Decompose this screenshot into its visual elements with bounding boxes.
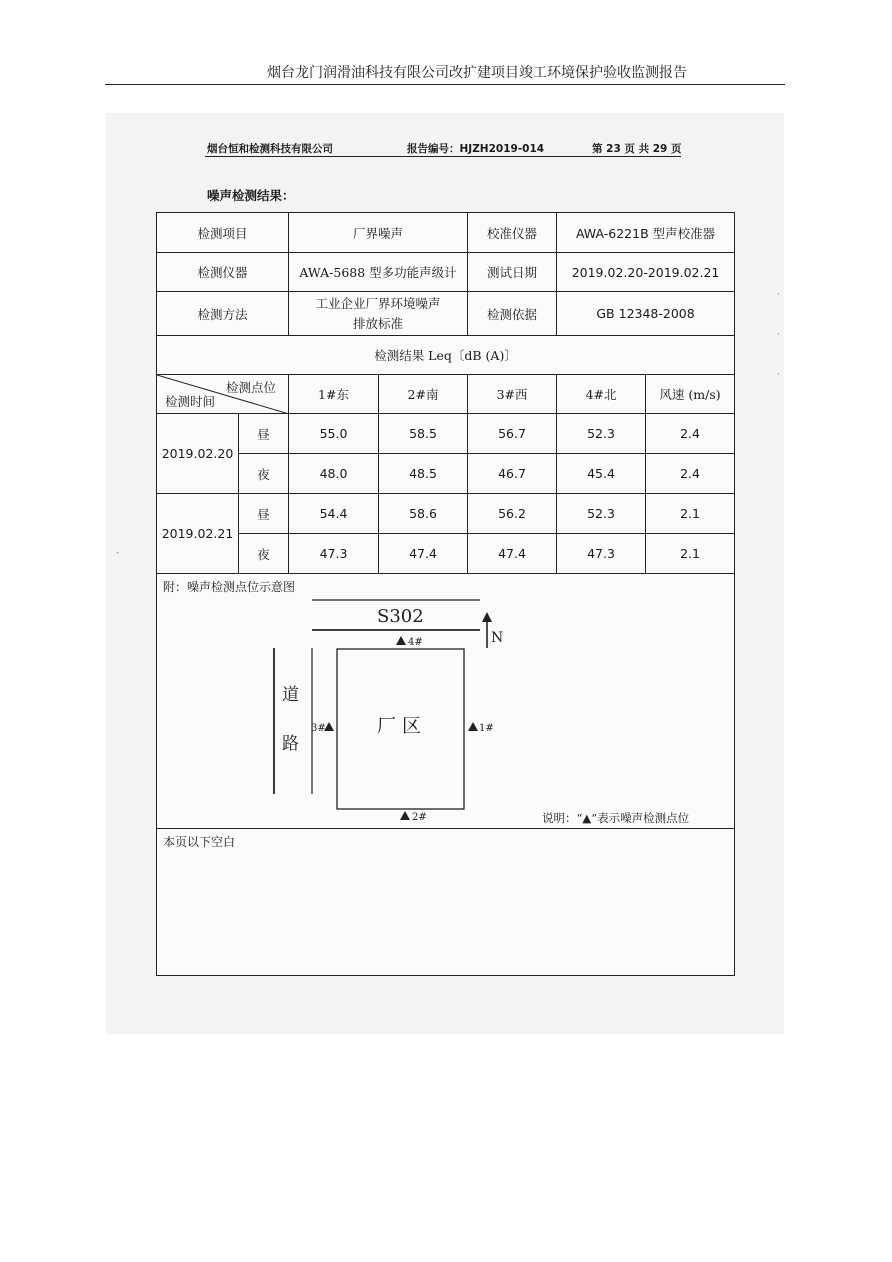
attachment-row [157, 574, 735, 829]
factory-label: 厂 区 [377, 715, 422, 737]
value-cell: 58.6 [379, 494, 468, 534]
testing-company: 烟台恒和检测科技有限公司 [207, 143, 333, 155]
value-cell: 47.3 [557, 534, 646, 574]
point-4-triangle-icon [396, 636, 406, 645]
table-row [157, 494, 735, 534]
point-3-label: 3# [311, 723, 326, 734]
info-value: AWA-6221B 型声校准器 [557, 213, 735, 253]
value-cell: 48.5 [379, 454, 468, 494]
value-cell: 2.1 [646, 494, 735, 534]
date-cell: 2019.02.21 [157, 494, 239, 574]
point-4-label: 4# [408, 637, 423, 648]
info-label: 测试日期 [468, 253, 557, 292]
value-cell: 46.7 [468, 454, 557, 494]
section-title: 噪声检测结果： [207, 188, 295, 203]
table-row [157, 454, 735, 494]
info-label: 检测方法 [157, 292, 289, 336]
info-label: 检测项目 [157, 213, 289, 253]
info-value: AWA-5688 型多功能声级计 [289, 253, 468, 292]
scan-artifact: · [777, 370, 780, 380]
value-cell: 54.4 [289, 494, 379, 534]
info-value: 2019.02.20-2019.02.21 [557, 253, 735, 292]
diagonal-header [157, 375, 289, 414]
value-cell: 47.4 [379, 534, 468, 574]
value-cell: 56.7 [468, 414, 557, 454]
blank-row [157, 829, 735, 976]
info-value: 工业企业厂界环境噪声排放标准 [289, 292, 468, 336]
info-row [157, 213, 735, 253]
period-cell: 昼 [239, 414, 289, 454]
value-cell: 52.3 [557, 414, 646, 454]
value-cell: 52.3 [557, 494, 646, 534]
table-row [157, 534, 735, 574]
scan-artifact: · [777, 290, 780, 300]
info-row [157, 292, 735, 336]
result-title-row [157, 336, 735, 375]
north-label: N [491, 630, 504, 646]
road-side-char-2: 路 [282, 734, 299, 754]
point-1-triangle-icon [468, 722, 478, 731]
scan-artifact: - [116, 548, 120, 558]
info-row [157, 253, 735, 292]
subheader-divider [205, 156, 681, 157]
attachment-cell [157, 574, 735, 829]
report-number: 报告编号：HJZH2019-014 [407, 143, 545, 155]
point-header: 3#西 [468, 375, 557, 414]
info-value: 厂界噪声 [289, 213, 468, 253]
noise-point-map [157, 574, 735, 829]
point-header: 2#南 [379, 375, 468, 414]
point-header: 1#东 [289, 375, 379, 414]
point-2-triangle-icon [400, 811, 410, 820]
value-cell: 45.4 [557, 454, 646, 494]
value-cell: 2.1 [646, 534, 735, 574]
diag-bottom-label: 检测时间 [165, 394, 216, 409]
period-cell: 昼 [239, 494, 289, 534]
value-cell: 47.4 [468, 534, 557, 574]
page-header-title: 烟台龙门润滑油科技有限公司改扩建项目竣工环境保护验收监测报告 [267, 65, 687, 81]
diag-top-label: 检测点位 [226, 380, 277, 395]
info-label: 检测依据 [468, 292, 557, 336]
point-1-label: 1# [479, 723, 494, 734]
value-cell: 48.0 [289, 454, 379, 494]
blank-note: 本页以下空白 [163, 835, 236, 849]
road-side-char-1: 道 [282, 685, 299, 705]
result-title: 检测结果 Leq〔dB (A)〕 [157, 336, 735, 375]
period-cell: 夜 [239, 454, 289, 494]
info-value: GB 12348-2008 [557, 292, 735, 336]
value-cell: 47.3 [289, 534, 379, 574]
scan-artifact: · [777, 330, 780, 340]
north-arrowhead-icon [482, 612, 492, 622]
noise-results-table [156, 212, 735, 976]
point-header: 4#北 [557, 375, 646, 414]
value-cell: 56.2 [468, 494, 557, 534]
table-row [157, 414, 735, 454]
attachment-title: 附：噪声检测点位示意图 [163, 580, 296, 594]
point-2-label: 2# [412, 812, 427, 823]
points-header-row [157, 375, 735, 414]
info-label: 检测仪器 [157, 253, 289, 292]
info-label: 校准仪器 [468, 213, 557, 253]
point-header: 风速 (m/s) [646, 375, 735, 414]
value-cell: 55.0 [289, 414, 379, 454]
map-legend: 说明：“▲”表示噪声检测点位 [542, 811, 690, 825]
page-info: 第 23 页 共 29 页 [592, 143, 682, 155]
date-cell: 2019.02.20 [157, 414, 239, 494]
value-cell: 2.4 [646, 454, 735, 494]
road-name-label: S302 [377, 606, 424, 627]
value-cell: 58.5 [379, 414, 468, 454]
blank-cell [157, 829, 735, 976]
period-cell: 夜 [239, 534, 289, 574]
page-header [105, 62, 785, 85]
value-cell: 2.4 [646, 414, 735, 454]
